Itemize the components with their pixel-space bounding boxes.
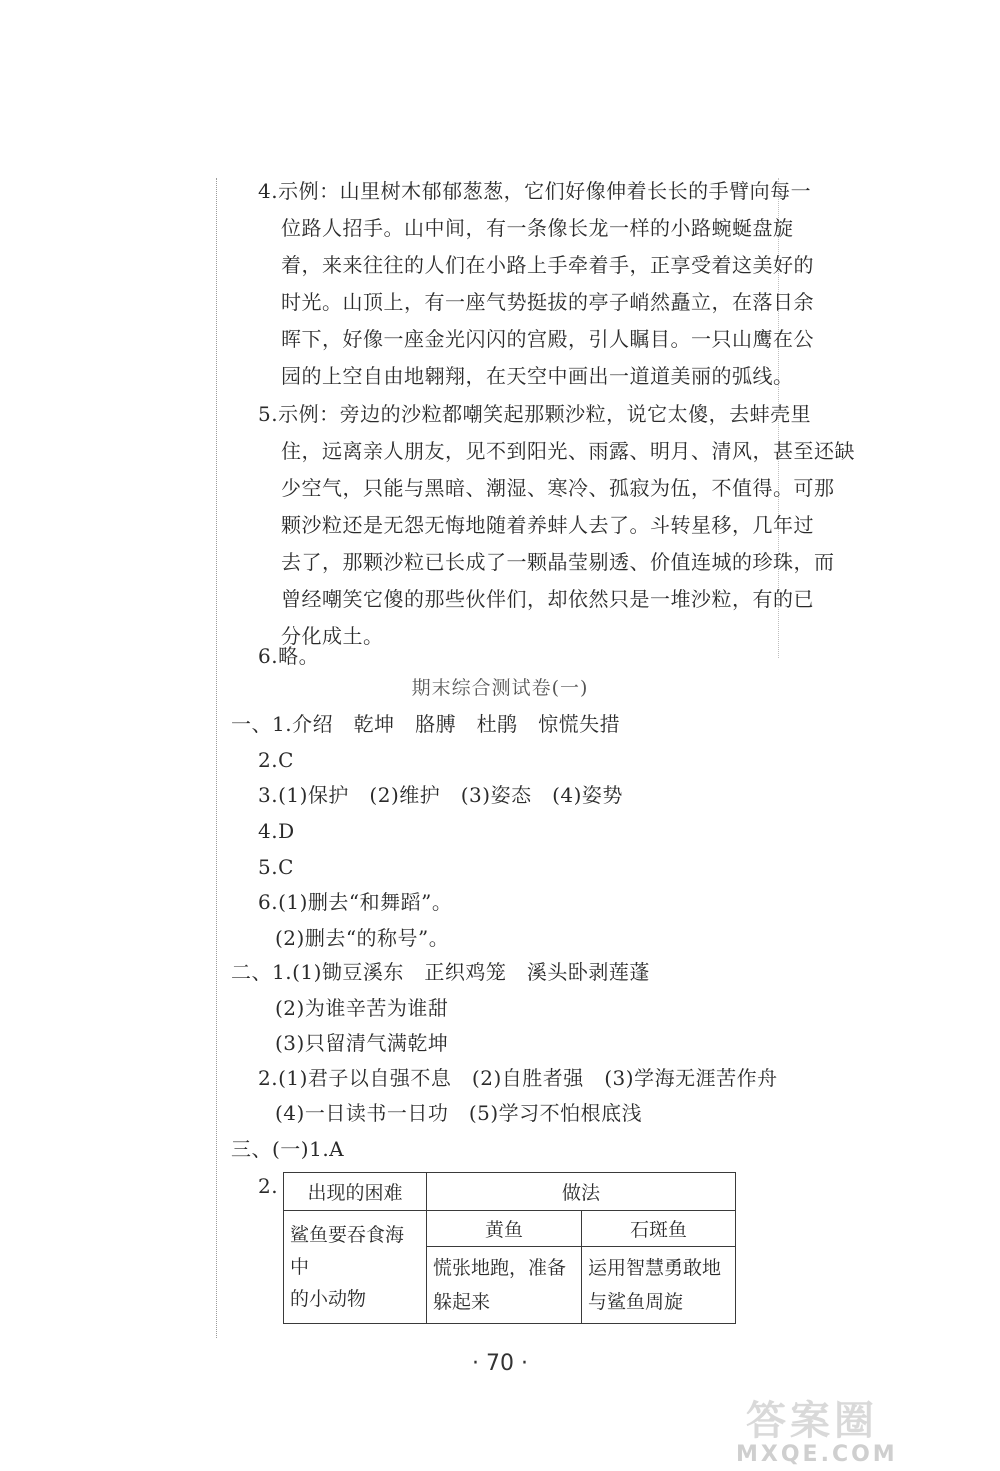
table-header-difficulty: 出现的困难 — [284, 1173, 427, 1211]
left-dotted-guide — [216, 178, 217, 1338]
yellow-line-2: 躲起来 — [433, 1291, 491, 1314]
stone-line-2: 与鲨鱼周旋 — [588, 1291, 684, 1314]
part-1-q3: 3.(1)保护 (2)维护 (3)姿态 (4)姿势 — [258, 783, 623, 807]
answer-5-line-5: 去了，那颗沙粒已长成了一颗晶莹剔透、价值连城的珍珠，而 — [281, 550, 835, 574]
page-number: · 70 · — [472, 1351, 528, 1376]
section-title: 期末综合测试卷(一) — [411, 677, 589, 699]
answer-4-line-4: 时光。山顶上，有一座气势挺拔的亭子峭然矗立，在落日余 — [281, 290, 814, 314]
table-item-number: 2. — [258, 1174, 279, 1198]
answer-4-line-2: 位路人招手。山中间，有一条像长龙一样的小路蜿蜒盘旋 — [281, 216, 794, 240]
answer-5-line-3: 少空气，只能与黑暗、潮湿、寒冷、孤寂为伍，不值得。可那 — [281, 476, 835, 500]
part-2-q1-3: (3)只留清气满乾坤 — [275, 1031, 449, 1055]
part-2-q2-2: (4)一日读书一日功 (5)学习不怕根底浅 — [275, 1101, 643, 1125]
table-cell-difficulty — [284, 1211, 427, 1324]
watermark-main: 答案圈 — [746, 1398, 878, 1444]
watermark-sub: MXQE.COM — [736, 1442, 898, 1467]
answer-6: 6.略。 — [258, 644, 320, 668]
part-2-q2-1: 2.(1)君子以自强不息 (2)自胜者强 (3)学海无涯苦作舟 — [258, 1066, 778, 1090]
table-cell-yellow — [427, 1247, 582, 1324]
part-1-q2: 2.C — [258, 748, 294, 772]
answer-5-line-4: 颗沙粒还是无怨无悔地随着养蚌人去了。斗转星移，几年过 — [281, 513, 814, 537]
answer-4-line-3: 着，来来往往的人们在小路上手牵着手，正享受着这美好的 — [281, 253, 814, 277]
part-3-q1: 三、(一)1.A — [231, 1137, 345, 1161]
part-1-q6-1: 6.(1)删去“和舞蹈”。 — [258, 890, 453, 914]
answer-5-line-6: 曾经嘲笑它傻的那些伙伴们，却依然只是一堆沙粒，有的已 — [281, 587, 814, 611]
part-1-q6-2: (2)删去“的称号”。 — [275, 926, 450, 950]
answer-4-line-5: 晖下，好像一座金光闪闪的宫殿，引人瞩目。一只山鹰在公 — [281, 327, 814, 351]
answer-4-line-1: 4.示例：山里树木郁郁葱葱，它们好像伸着长长的手臂向每一 — [258, 179, 812, 203]
difficulty-line-2: 的小动物 — [290, 1288, 367, 1311]
answer-4-line-6: 园的上空自由地翱翔，在天空中画出一道道美丽的弧线。 — [281, 364, 794, 388]
difficulty-line-1: 鲨鱼要吞食海中 — [290, 1224, 405, 1279]
part-1-q5: 5.C — [258, 855, 294, 879]
table-header-method: 做法 — [427, 1173, 736, 1211]
part-1-q1: 一、1.介绍 乾坤 胳膊 杜鹃 惊慌失措 — [231, 712, 621, 736]
answer-5-line-2: 住，远离亲人朋友，见不到阳光、雨露、明月、清风，甚至还缺 — [281, 439, 855, 463]
table-subheader-yellow: 黄鱼 — [427, 1211, 582, 1247]
watermark-logo — [706, 1398, 996, 1470]
answer-5-line-7: 分化成土。 — [281, 624, 384, 648]
table-cell-stone — [582, 1247, 736, 1324]
part-1-q4: 4.D — [258, 819, 295, 843]
answer-5-line-1: 5.示例：旁边的沙粒都嘲笑起那颗沙粒，说它太傻，去蚌壳里 — [258, 402, 812, 426]
part-2-q1-2: (2)为谁辛苦为谁甜 — [275, 996, 449, 1020]
stone-line-1: 运用智慧勇敢地 — [588, 1257, 722, 1280]
yellow-line-1: 慌张地跑，准备 — [433, 1257, 567, 1280]
table-subheader-stone: 石斑鱼 — [582, 1211, 736, 1247]
answer-table — [283, 1172, 736, 1324]
part-2-q1-1: 二、1.(1)锄豆溪东 正织鸡笼 溪头卧剥莲蓬 — [231, 960, 650, 984]
